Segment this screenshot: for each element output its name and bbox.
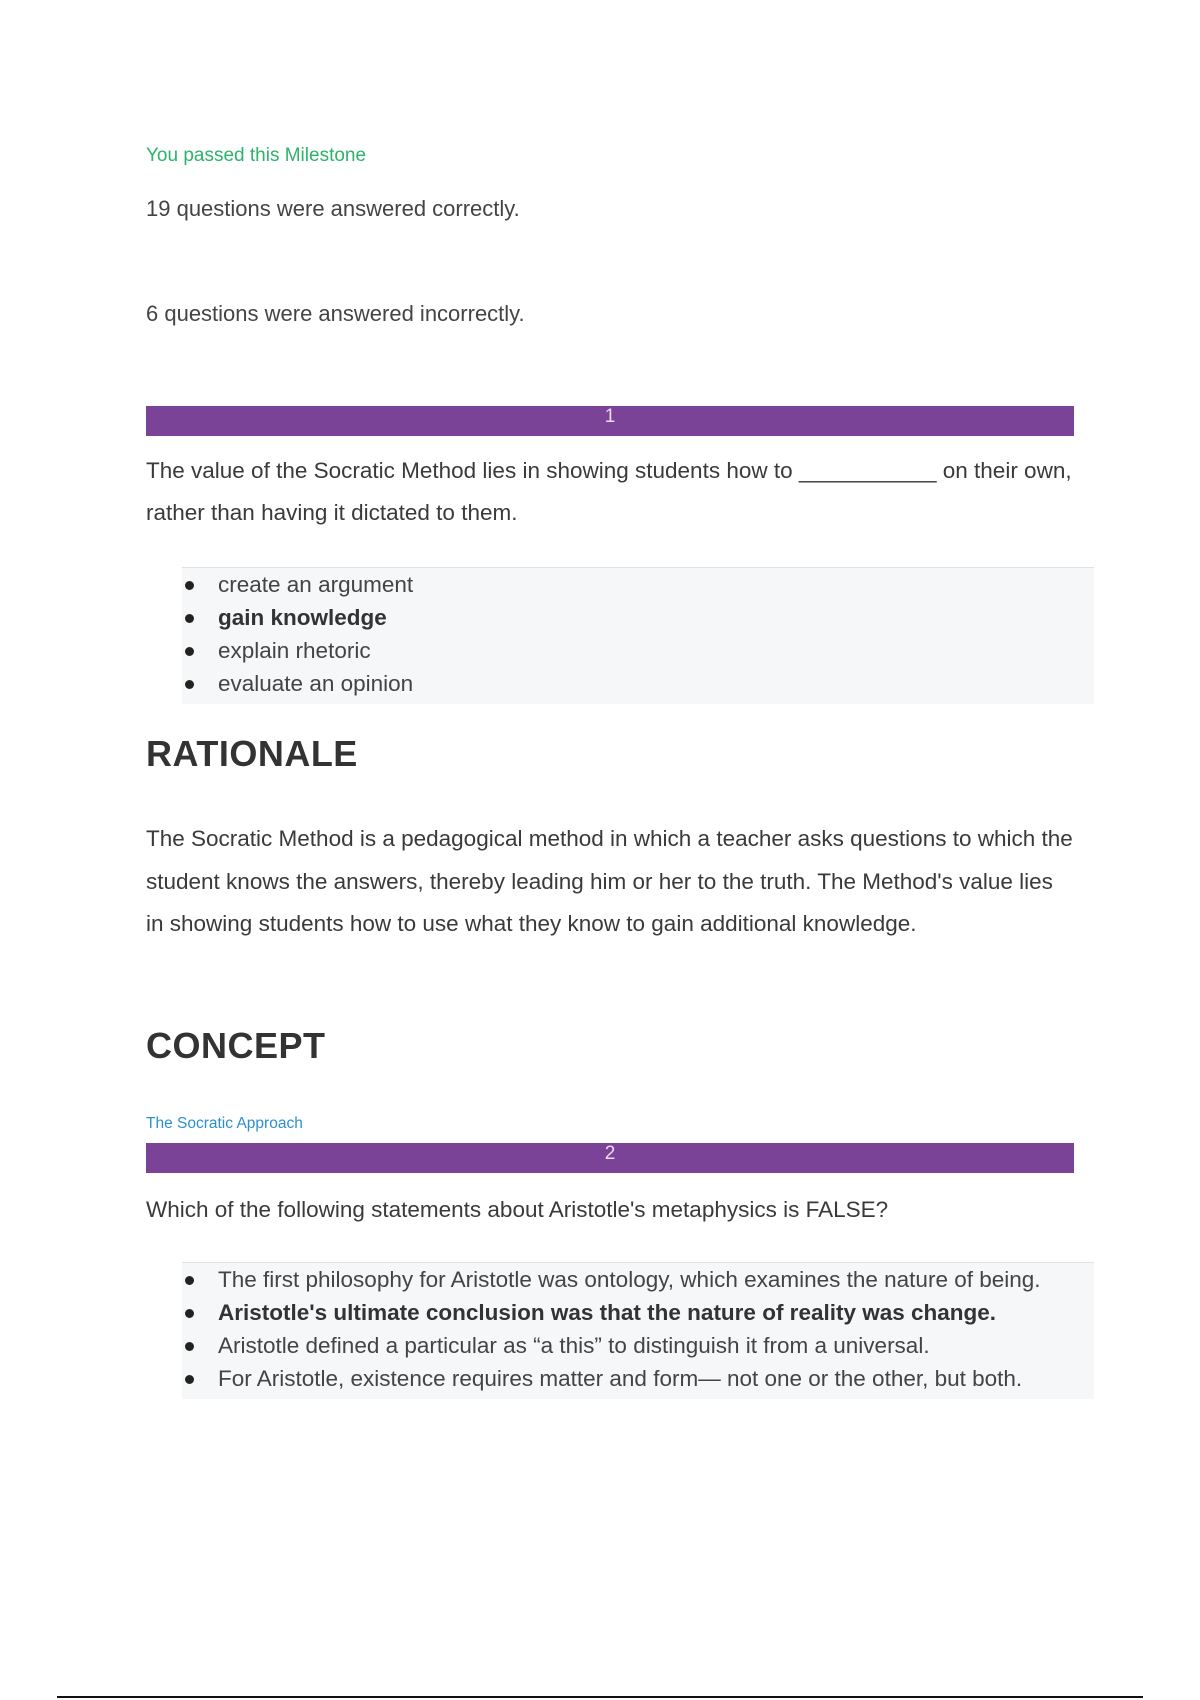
answer-option: evaluate an opinion [182, 667, 1094, 700]
rationale-text: The Socratic Method is a pedagogical method in which a teacher asks questions to which the student knows the answers, thereby leading him or her to the truth. The Method's value lies in showing students how to use what they know to gain additional knowledge. [146, 826, 1073, 936]
answer-options-list [182, 567, 1094, 704]
answer-option: For Aristotle, existence requires matter and form— not one or the other, but both. [182, 1362, 1094, 1395]
milestone-status: You passed this Milestone [146, 145, 367, 166]
concept-link[interactable]: The Socratic Approach [146, 1115, 303, 1132]
question-number-bar: 2 [146, 1143, 1074, 1173]
question-number-bar: 1 [146, 406, 1074, 436]
answer-option: The first philosophy for Aristotle was ontology, which examines the nature of being. [182, 1263, 1094, 1296]
rationale-heading: RATIONALE [146, 733, 358, 774]
answer-option-selected: Aristotle's ultimate conclusion was that the nature of reality was change. [182, 1296, 1094, 1329]
answer-option: Aristotle defined a particular as “a this” to distinguish it from a universal. [182, 1329, 1094, 1362]
question-text: Which of the following statements about Aristotle's metaphysics is FALSE? [146, 1197, 889, 1222]
answer-option: explain rhetoric [182, 634, 1094, 667]
answer-options-list [182, 1262, 1094, 1399]
page-bottom-rule [57, 1696, 1143, 1698]
concept-heading: CONCEPT [146, 1025, 326, 1066]
answer-option: create an argument [182, 568, 1094, 601]
correct-count-text: 19 questions were answered correctly. [146, 196, 520, 221]
incorrect-count-text: 6 questions were answered incorrectly. [146, 301, 525, 326]
question-text: The value of the Socratic Method lies in showing students how to ___________ on their own, rather than having it dictated to them. [146, 458, 1072, 525]
answer-option-selected: gain knowledge [182, 601, 1094, 634]
